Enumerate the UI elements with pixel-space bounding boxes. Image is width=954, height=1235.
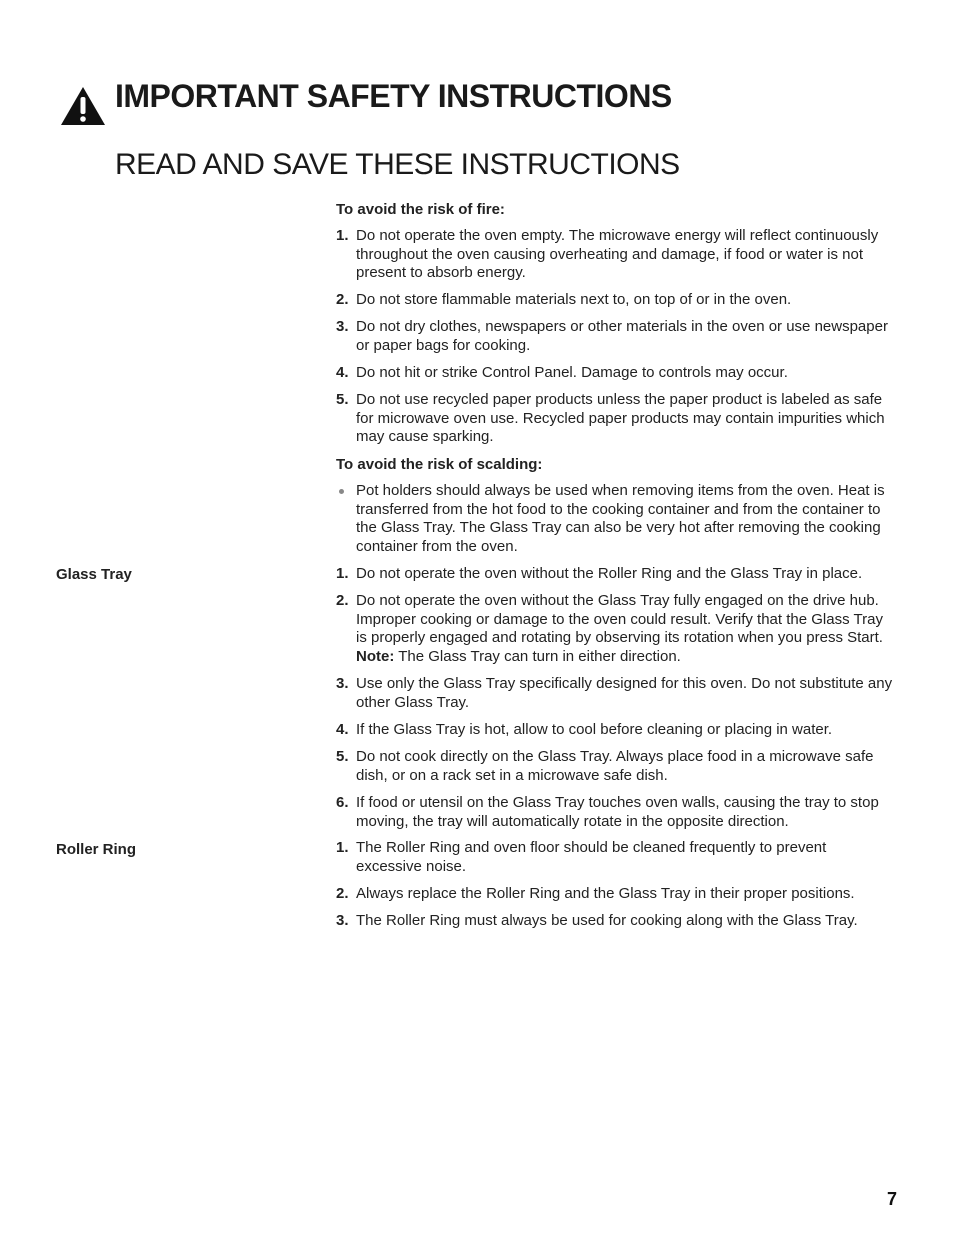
item-number: 1. (336, 227, 349, 244)
item-number: 5. (336, 748, 349, 765)
fire-item-4 (336, 364, 896, 383)
item-number: 2. (336, 291, 349, 308)
item-text-main: Do not operate the oven without the Glass Tray fully engaged on the drive hub. Improper cooking or damage to the oven could result. Verify that the Glass Tray is properly engaged and rotating by observing its rotation when you press Start. (356, 592, 883, 647)
item-text: If the Glass Tray is hot, allow to cool before cleaning or placing in water. (356, 721, 833, 738)
note-label: Note: (356, 648, 395, 666)
item-number: 2. (336, 885, 349, 902)
glass-tray-item-4 (336, 721, 896, 740)
bullet-dot (339, 489, 344, 494)
item-text: Do not use recycled paper products unless the paper product is labeled as safe for microwave oven use. Recycled paper products may contain impurities which may cause sparking. (356, 391, 885, 446)
roller-ring-item-1 (336, 839, 896, 876)
item-number: 5. (336, 391, 349, 408)
glass-tray-item-6 (336, 794, 896, 831)
item-number: 3. (336, 912, 349, 929)
item-text: Use only the Glass Tray specifically designed for this oven. Do not substitute any other Glass Tray. (356, 675, 893, 711)
fire-item-1 (336, 227, 896, 283)
warning-triangle-icon (60, 86, 106, 126)
scalding-bullet-item (336, 482, 896, 557)
glass-tray-item-5 (336, 748, 896, 785)
page-subtitle: READ AND SAVE THESE INSTRUCTIONS (115, 148, 680, 181)
glass-tray-label: Glass Tray (56, 566, 132, 583)
item-text: The Roller Ring and oven floor should be cleaned frequently to prevent excessive noise. (356, 839, 827, 875)
item-number: 4. (336, 721, 349, 738)
item-text: Do not cook directly on the Glass Tray. Always place food in a microwave safe dish, or on a rack set in a microwave safe dish. (356, 748, 874, 784)
fire-heading: To avoid the risk of fire: (336, 201, 505, 218)
item-number: 4. (336, 364, 349, 381)
glass-tray-item-1 (336, 565, 896, 584)
glass-tray-item-3 (336, 675, 896, 712)
item-number: 6. (336, 794, 349, 811)
roller-ring-item-3 (336, 912, 896, 931)
item-text: Always replace the Roller Ring and the Glass Tray in their proper positions. (356, 885, 855, 902)
item-text: Do not store flammable materials next to, on top of or in the oven. (356, 291, 792, 308)
item-number: 2. (336, 592, 349, 609)
item-number: 3. (336, 675, 349, 692)
roller-ring-label: Roller Ring (56, 841, 137, 858)
item-number: 1. (336, 565, 349, 582)
item-text: The Roller Ring must always be used for cooking along with the Glass Tray. (356, 912, 858, 929)
item-number: 1. (336, 839, 349, 856)
fire-item-2 (336, 291, 896, 310)
roller-ring-item-2 (336, 885, 896, 904)
item-text: Do not operate the oven without the Roller Ring and the Glass Tray in place. (356, 565, 863, 582)
item-text: Pot holders should always be used when removing items from the oven. Heat is transferred from the hot food to the cooking container and from the container to the Glass Tray. The Glass Tray can also be very hot after removing the cooking container from the oven. (356, 482, 885, 556)
scalding-heading: To avoid the risk of scalding: (336, 456, 543, 473)
page-title: IMPORTANT SAFETY INSTRUCTIONS (115, 78, 672, 114)
note-text: The Glass Tray can turn in either direction. (394, 648, 681, 666)
item-text (356, 592, 896, 667)
item-text: If food or utensil on the Glass Tray touches oven walls, causing the tray to stop moving, the tray will automatically rotate in the opposite direction. (356, 794, 879, 830)
item-number: 3. (336, 318, 349, 335)
fire-item-3 (336, 318, 896, 355)
item-text: Do not operate the oven empty. The microwave energy will reflect continuously throughout the oven causing overheating and damage, if food or water is not present to absorb energy. (356, 227, 879, 282)
page-number: 7 (886, 1189, 897, 1209)
glass-tray-item-2 (336, 592, 896, 667)
fire-item-5 (336, 391, 896, 447)
item-text: Do not dry clothes, newspapers or other materials in the oven or use newspaper or paper bags for cooking. (356, 318, 888, 354)
item-text: Do not hit or strike Control Panel. Damage to controls may occur. (356, 364, 788, 381)
